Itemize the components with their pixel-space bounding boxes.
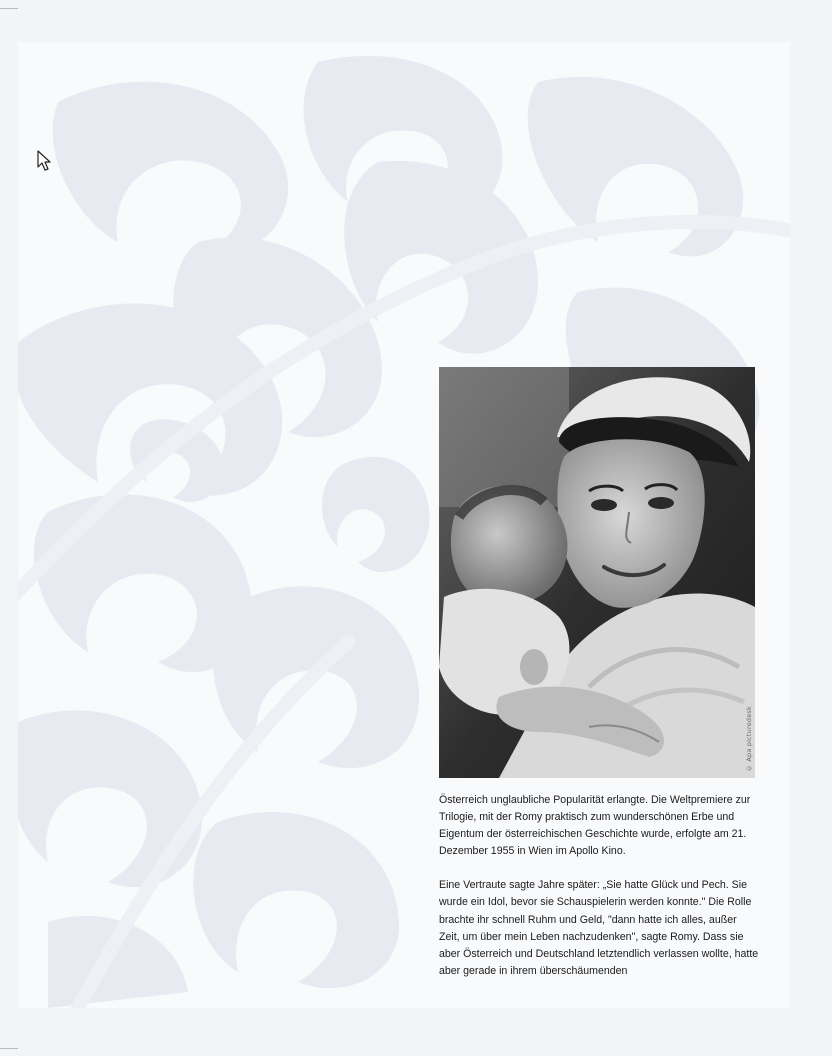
paragraph-1: Österreich unglaubliche Popularität erlangte. Die Weltpremiere zur Trilogie, mit der Romy praktisch zum wunderschönen Erbe und Eigentum der österreichischen Geschichte wurde, erfolgte am 21. Dezember 1955 in Wien im Apollo Kino. xyxy=(439,794,751,858)
paragraph-2: Eine Vertraute sagte Jahre später: „Sie hatte Glück und Pech. Sie wurde ein Idol, bevor sie Schauspielerin werden konnte." Die Rolle brachte ihr schnell Ruhm und Geld, "dann hatte ich alles, außer Zeit, um über mein Leben nachzudenken", sagte Romy. Dass sie aber Österreich und Deutschland letztendlich verlassen wollte, hatte aber gerade in ihrem überschäumenden xyxy=(439,879,759,977)
photo-image xyxy=(439,367,755,778)
page-edge-mark-bottom xyxy=(0,1048,18,1049)
document-page xyxy=(18,42,790,1008)
article-text xyxy=(439,792,759,997)
page-edge-mark-top xyxy=(0,8,18,9)
mother-and-baby-photo xyxy=(439,367,755,778)
mouse-pointer-icon xyxy=(37,150,51,172)
photo-credit: © Apa picturedesk xyxy=(745,705,753,772)
